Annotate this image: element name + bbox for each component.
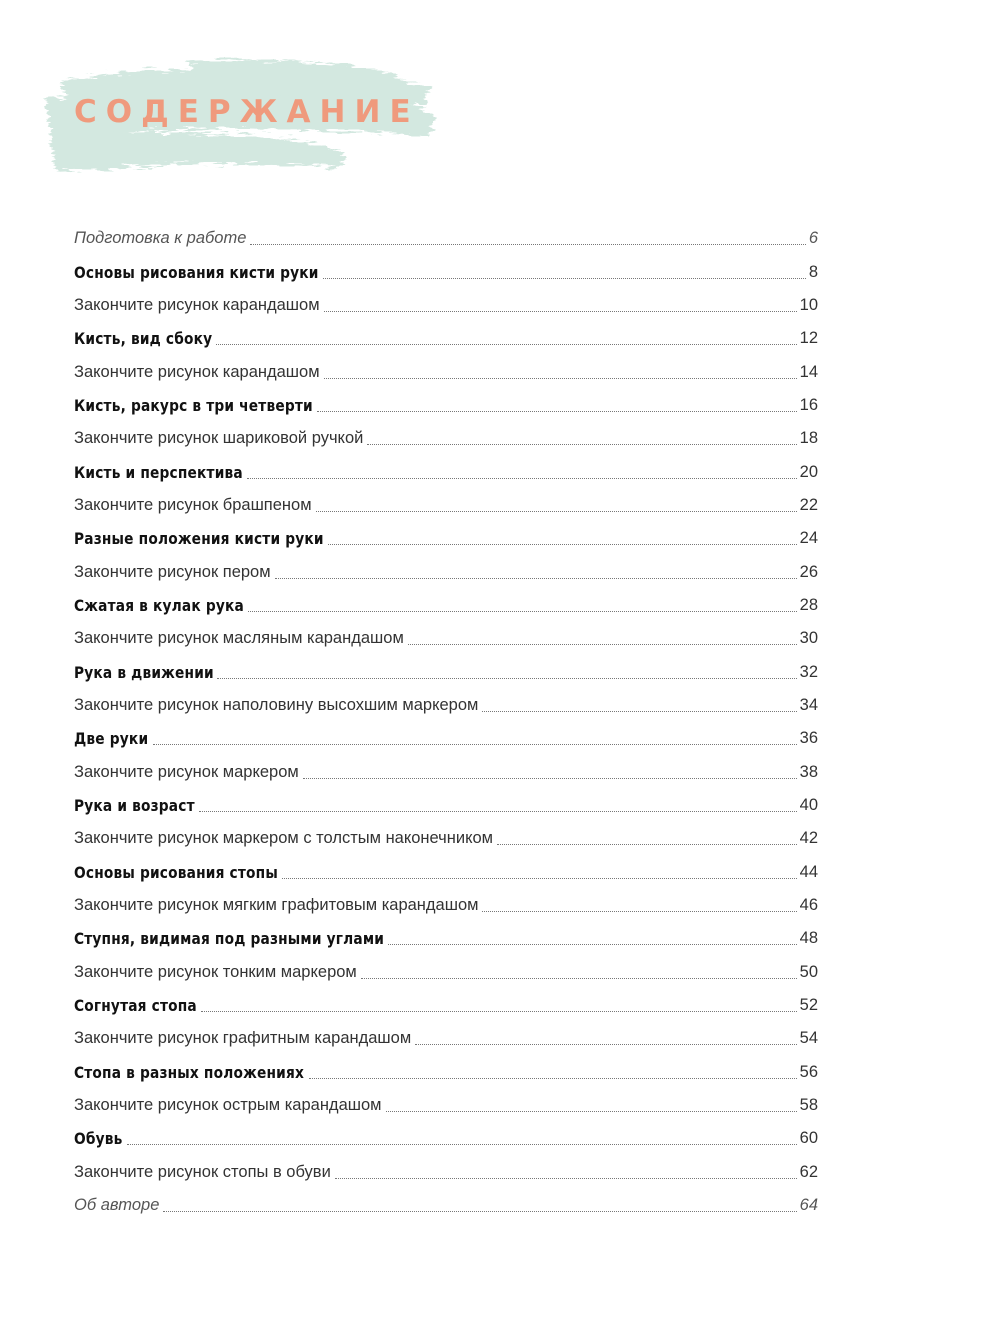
toc-entry-title: Закончите рисунок острым карандашом [74, 1096, 382, 1115]
toc-entry-title: Закончите рисунок пером [74, 562, 271, 581]
dot-leader [201, 1011, 797, 1012]
toc-entry-title: Закончите рисунок карандашом [74, 295, 320, 314]
toc-entry-title: Рука в движении [74, 662, 214, 682]
table-of-contents [74, 222, 818, 1222]
toc-entry-title: Сжатая в кулак рука [74, 595, 244, 615]
toc-entry-chapter[interactable] [74, 722, 818, 755]
toc-entry-title: Закончите рисунок маркером [74, 762, 299, 781]
toc-entry-title: Две руки [74, 729, 149, 749]
toc-entry-title: Обувь [74, 1129, 123, 1149]
toc-entry-chapter[interactable] [74, 389, 818, 422]
toc-entry-title: Об авторе [74, 1196, 160, 1215]
dot-leader [303, 778, 797, 779]
toc-entry-page-number: 58 [799, 1096, 818, 1115]
toc-entry-page-number: 60 [799, 1129, 818, 1148]
dot-leader [386, 1111, 797, 1112]
dot-leader [127, 1144, 797, 1145]
toc-entry-page-number: 38 [799, 762, 818, 781]
heading-block [38, 52, 448, 182]
toc-entry-title: Закончите рисунок брашпеном [74, 495, 312, 514]
toc-entry-title: Основы рисования кисти руки [74, 262, 319, 282]
toc-entry-exercise[interactable] [74, 289, 818, 322]
dot-leader [216, 344, 797, 345]
dot-leader [217, 678, 796, 679]
toc-entry-exercise[interactable] [74, 555, 818, 588]
dot-leader [497, 844, 797, 845]
dot-leader [309, 1078, 797, 1079]
toc-entry-page-number: 56 [799, 1062, 818, 1081]
toc-entry-chapter[interactable] [74, 255, 818, 288]
toc-entry-page-number: 8 [808, 262, 818, 281]
dot-leader [324, 378, 797, 379]
toc-entry-title: Закончите рисунок мягким графитовым карандашом [74, 896, 479, 915]
toc-entry-exercise[interactable] [74, 956, 818, 989]
toc-entry-page-number: 6 [808, 229, 818, 248]
toc-entry-exercise[interactable] [74, 1089, 818, 1122]
toc-entry-chapter[interactable] [74, 989, 818, 1022]
dot-leader [324, 311, 797, 312]
dot-leader [248, 611, 797, 612]
toc-entry-page-number: 10 [799, 295, 818, 314]
toc-entry-page-number: 24 [799, 529, 818, 548]
toc-entry-page-number: 52 [799, 996, 818, 1015]
toc-entry-page-number: 22 [799, 495, 818, 514]
toc-entry-title: Подготовка к работе [74, 229, 247, 248]
dot-leader [408, 644, 797, 645]
toc-entry-front[interactable] [74, 1189, 818, 1222]
toc-entry-chapter[interactable] [74, 1122, 818, 1155]
toc-entry-exercise[interactable] [74, 422, 818, 455]
toc-entry-exercise[interactable] [74, 355, 818, 388]
toc-entry-page-number: 36 [799, 729, 818, 748]
toc-entry-title: Закончите рисунок тонким маркером [74, 962, 357, 981]
toc-entry-title: Основы рисования стопы [74, 862, 278, 882]
toc-entry-page-number: 28 [799, 595, 818, 614]
toc-entry-title: Стопа в разных положениях [74, 1062, 305, 1082]
page-title: СОДЕРЖАНИЕ [74, 94, 420, 130]
dot-leader [482, 911, 796, 912]
toc-entry-page-number: 42 [799, 829, 818, 848]
toc-entry-page-number: 46 [799, 896, 818, 915]
toc-entry-chapter[interactable] [74, 922, 818, 955]
toc-entry-page-number: 20 [799, 462, 818, 481]
toc-entry-chapter[interactable] [74, 789, 818, 822]
toc-entry-page-number: 12 [799, 329, 818, 348]
toc-entry-page-number: 26 [799, 562, 818, 581]
toc-entry-page-number: 18 [799, 429, 818, 448]
toc-entry-title: Согнутая стопа [74, 996, 197, 1016]
toc-entry-exercise[interactable] [74, 1156, 818, 1189]
toc-entry-page-number: 16 [799, 395, 818, 414]
dot-leader [367, 444, 796, 445]
dot-leader [335, 1178, 797, 1179]
toc-entry-page-number: 40 [799, 796, 818, 815]
toc-entry-chapter[interactable] [74, 322, 818, 355]
dot-leader [316, 511, 797, 512]
toc-entry-page-number: 30 [799, 629, 818, 648]
dot-leader [282, 878, 797, 879]
toc-entry-title: Ступня, видимая под разными углами [74, 929, 385, 949]
toc-entry-chapter[interactable] [74, 522, 818, 555]
dot-leader [199, 811, 797, 812]
toc-entry-page-number: 44 [799, 862, 818, 881]
toc-entry-title: Закончите рисунок шариковой ручкой [74, 429, 364, 448]
dot-leader [153, 744, 797, 745]
toc-entry-title: Рука и возраст [74, 796, 195, 816]
toc-entry-chapter[interactable] [74, 589, 818, 622]
toc-entry-title: Закончите рисунок масляным карандашом [74, 629, 404, 648]
dot-leader [275, 578, 797, 579]
dot-leader [250, 244, 805, 245]
dot-leader [247, 478, 796, 479]
dot-leader [323, 278, 806, 279]
toc-entry-title: Разные положения кисти руки [74, 529, 324, 549]
toc-entry-title: Закончите рисунок графитным карандашом [74, 1029, 412, 1048]
toc-entry-front[interactable] [74, 222, 818, 255]
toc-entry-exercise[interactable] [74, 756, 818, 789]
toc-entry-chapter[interactable] [74, 655, 818, 688]
toc-entry-chapter[interactable] [74, 455, 818, 488]
dot-leader [163, 1211, 796, 1212]
dot-leader [388, 944, 797, 945]
toc-entry-title: Кисть, вид сбоку [74, 329, 213, 349]
toc-entry-chapter[interactable] [74, 856, 818, 889]
toc-entry-exercise[interactable] [74, 689, 818, 722]
dot-leader [482, 711, 796, 712]
toc-entry-page-number: 54 [799, 1029, 818, 1048]
toc-entry-exercise[interactable] [74, 489, 818, 522]
toc-entry-page-number: 48 [799, 929, 818, 948]
toc-entry-title: Закончите рисунок стопы в обуви [74, 1162, 331, 1181]
dot-leader [317, 411, 797, 412]
toc-entry-title: Закончите рисунок наполовину высохшим маркером [74, 695, 479, 714]
toc-entry-exercise[interactable] [74, 622, 818, 655]
toc-entry-page-number: 62 [799, 1162, 818, 1181]
toc-entry-exercise[interactable] [74, 822, 818, 855]
dot-leader [328, 544, 797, 545]
toc-entry-title: Кисть и перспектива [74, 462, 243, 482]
toc-entry-page-number: 34 [799, 695, 818, 714]
toc-entry-exercise[interactable] [74, 1022, 818, 1055]
toc-entry-title: Кисть, ракурс в три четверти [74, 395, 313, 415]
toc-entry-page-number: 32 [799, 662, 818, 681]
toc-entry-chapter[interactable] [74, 1056, 818, 1089]
toc-entry-page-number: 50 [799, 962, 818, 981]
toc-entry-exercise[interactable] [74, 889, 818, 922]
dot-leader [415, 1044, 796, 1045]
toc-entry-page-number: 14 [799, 362, 818, 381]
toc-entry-title: Закончите рисунок маркером с толстым наконечником [74, 829, 494, 848]
dot-leader [361, 978, 797, 979]
toc-entry-page-number: 64 [799, 1196, 818, 1215]
toc-entry-title: Закончите рисунок карандашом [74, 362, 320, 381]
